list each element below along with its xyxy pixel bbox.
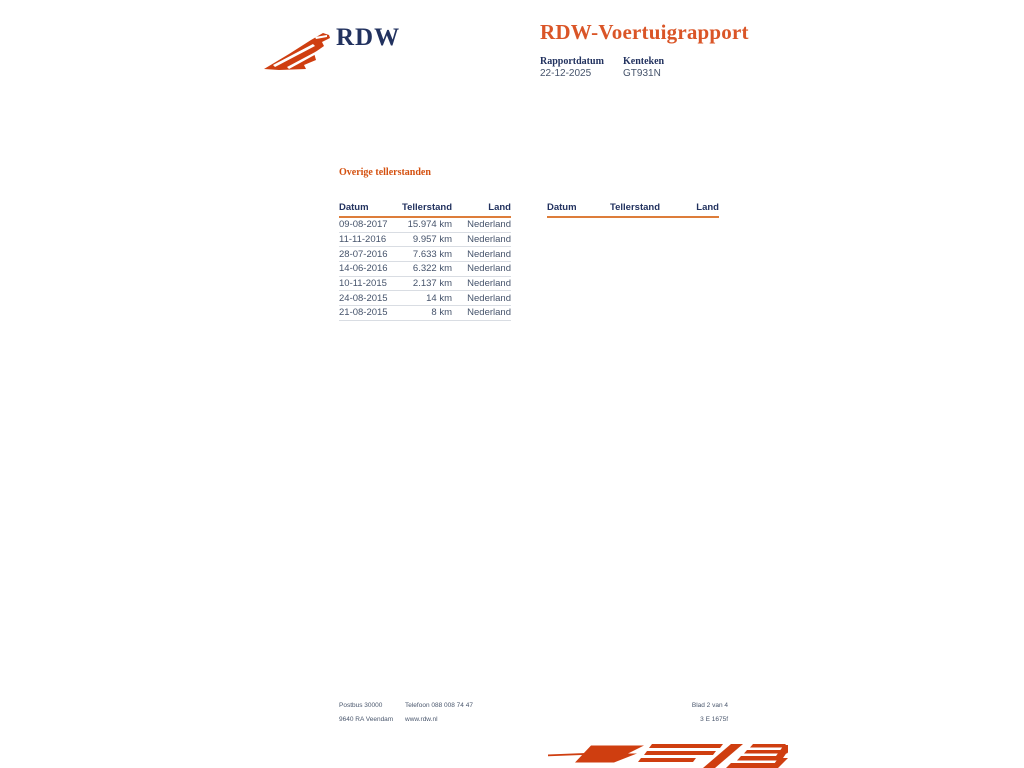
footer-contact	[405, 699, 473, 727]
table-row	[339, 262, 511, 277]
rdw-speed-stripes-icon	[548, 744, 788, 768]
table-cell: 21-08-2015	[339, 307, 388, 319]
table-cell: 9.957 km	[412, 234, 452, 246]
table-cell: Nederland	[467, 263, 511, 275]
column-header-land: Land	[696, 202, 719, 213]
table-cell: Nederland	[467, 307, 511, 319]
table-cell: 10-11-2015	[339, 278, 387, 290]
report-date-label: Rapportdatum	[540, 56, 604, 67]
page-title: RDW-Voertuigrapport	[540, 20, 749, 44]
report-date-value: 22-12-2025	[540, 68, 592, 79]
column-header-datum: Datum	[547, 202, 577, 213]
table-cell: 14-06-2016	[339, 263, 388, 275]
footer-address-line2: 9640 RA Veendam	[339, 716, 394, 723]
odometer-table-left	[339, 202, 511, 321]
table-cell: Nederland	[467, 219, 511, 231]
table-cell: 14 km	[426, 292, 452, 304]
table-row	[339, 291, 511, 306]
table-cell: 15.974 km	[407, 219, 452, 231]
column-header-tellerstand: Tellerstand	[610, 202, 660, 213]
odometer-table-right	[547, 202, 719, 218]
footer-address-line1: Postbus 30000	[339, 702, 383, 709]
table-header-row	[547, 202, 719, 218]
footer-website: www.rdw.nl	[405, 716, 438, 723]
page-number: Blad 2 van 4	[691, 702, 728, 709]
table-cell: Nederland	[467, 248, 511, 260]
table-cell: 7.633 km	[412, 248, 452, 260]
table-row	[339, 218, 511, 233]
table-body	[339, 218, 511, 321]
table-cell: Nederland	[467, 234, 511, 246]
footer-address	[339, 699, 393, 727]
table-row	[339, 233, 511, 248]
footer-page-info	[628, 699, 728, 727]
license-plate-value: GT931N	[623, 68, 661, 79]
table-row	[339, 306, 511, 321]
table-cell: 6.322 km	[412, 263, 452, 275]
table-row	[339, 247, 511, 262]
table-cell: 8 km	[431, 307, 452, 319]
license-plate-label: Kenteken	[623, 56, 665, 67]
table-row	[339, 277, 511, 292]
table-cell: 2.137 km	[412, 278, 452, 290]
column-header-land: Land	[488, 202, 511, 213]
table-header-row	[339, 202, 511, 218]
footer-phone: Telefoon 088 008 74 47	[405, 702, 473, 709]
rdw-logo-text: RDW	[336, 24, 401, 51]
column-header-datum: Datum	[339, 202, 369, 213]
table-cell: 09-08-2017	[339, 219, 388, 231]
table-cell: 28-07-2016	[339, 248, 388, 260]
table-cell: 11-11-2016	[339, 234, 387, 246]
column-header-tellerstand: Tellerstand	[402, 202, 452, 213]
rdw-flag-icon	[261, 29, 333, 72]
table-cell: Nederland	[467, 292, 511, 304]
form-code: 3 E 1675f	[700, 716, 728, 723]
section-title: Overige tellerstanden	[339, 167, 431, 178]
table-cell: Nederland	[467, 278, 511, 290]
table-cell: 24-08-2015	[339, 292, 388, 304]
